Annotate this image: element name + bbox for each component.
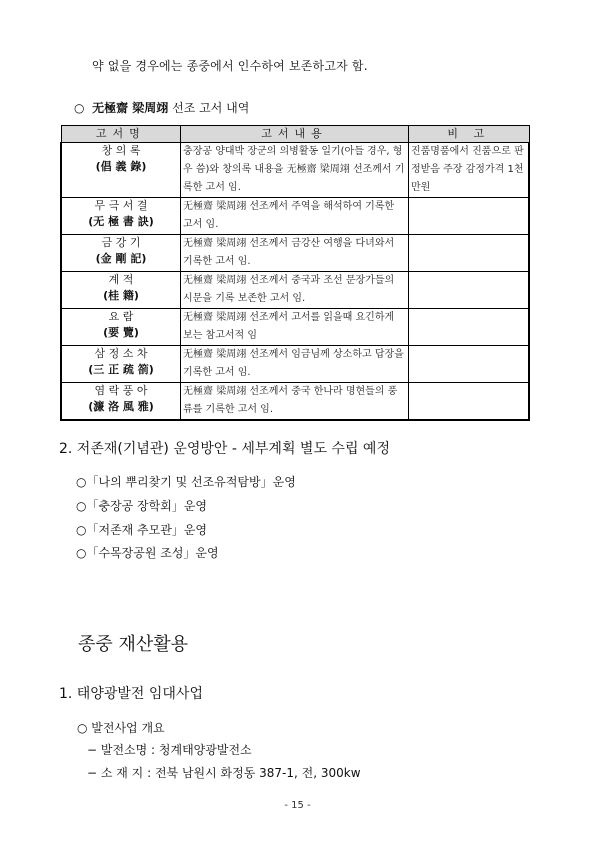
book-name: 요 람 [108,310,134,323]
detail-line: − 소 재 지 : 전북 남원시 화정동 387-1, 전, 300kw [87,766,361,780]
section-1-title: 1. 태양광발전 임대사업 [59,686,203,702]
book-name: 창 의 록 [101,144,141,157]
header-book-name: 고서명 [61,126,181,143]
header-book-content: 고서내용 [181,126,409,143]
table-row [61,143,529,198]
book-content: 无極齋 梁周翊 선조께서 고서를 읽을때 요긴하게 보는 참고서적 임 [181,309,409,346]
book-name-hanja: (濂 洛 風 雅) [88,400,154,413]
old-books-table [60,125,530,421]
book-name-hanja: (金 剛 記) [95,252,147,265]
book-note [408,272,529,309]
book-name-cell [61,235,181,272]
table-row [61,272,529,309]
table-row [61,198,529,235]
book-name: 무 극 서 결 [94,199,148,212]
table-section-heading [74,99,249,116]
book-note [408,309,529,346]
page-title: 종중 재산활용 [78,634,189,655]
book-note: 진품명품에서 진품으로 판정받음 주장 감정가격 1천만원 [408,143,529,198]
book-content: 无極齋 梁周翊 선조께서 주역을 해석하여 기록한 고서 임. [181,198,409,235]
book-name-cell [61,272,181,309]
book-content: 无極齋 梁周翊 선조께서 금강산 여행을 다녀와서 기록한 고서 임. [181,235,409,272]
book-note [408,383,529,421]
page-number: - 15 - [284,800,311,811]
intro-line: 약 없을 경우에는 종중에서 인수하여 보존하고자 함. [92,59,368,73]
book-name-hanja: (桂 籍) [103,289,139,302]
section-2-title: 2. 저존재(기념관) 운영방안 - 세부계획 별도 수립 예정 [59,441,390,457]
list-item: ○「수목장공원 조성」운영 [76,546,219,560]
book-name: 삼 정 소 차 [94,347,148,360]
book-content: 无極齋 梁周翊 선조께서 중국과 조선 문장가들의 시문을 기록 보존한 고서 임. [181,272,409,309]
heading-bold-part: 无極齋 梁周翊 [92,101,169,115]
heading-rest: 선조 고서 내역 [172,101,250,115]
table-row [61,346,529,383]
book-name: 금 강 기 [101,236,141,249]
book-note [408,346,529,383]
book-name-hanja: (要 覽) [103,326,139,339]
overview-item: ○ 발전사업 개요 [77,721,165,735]
book-name-cell [61,309,181,346]
book-content: 충장공 양대박 장군의 의병활동 일기(아들 경우, 형우 씀)와 창의록 내용을 无極齋 梁周翊 선조께서 기록한 고서 임. [181,143,409,198]
table-row [61,235,529,272]
table-row [61,383,529,421]
header-note: 비 고 [408,126,529,143]
book-name-cell [61,383,181,421]
book-content: 无極齋 梁周翊 선조께서 임금님께 상소하고 답장을 기록한 고서 임. [181,346,409,383]
table-row [61,309,529,346]
book-note [408,235,529,272]
book-name: 계 적 [108,273,134,286]
book-name-cell [61,346,181,383]
book-name: 염 락 풍 아 [94,384,148,397]
book-name-cell [61,143,181,198]
book-content: 无極齋 梁周翊 선조께서 중국 한나라 명현들의 풍류를 기록한 고서 임. [181,383,409,421]
book-name-hanja: (三 正 疏 箚) [88,363,154,376]
book-name-cell [61,198,181,235]
circle-bullet-icon: ○ [74,101,85,115]
list-item: ○「저존재 추모관」운영 [76,523,208,537]
book-name-hanja: (倡 義 錄) [95,160,147,173]
book-name-hanja: (无 極 書 訣) [88,215,154,228]
table-header-row [61,126,529,143]
list-item: ○「나의 뿌리찾기 및 선조유적탐방」운영 [76,475,296,489]
detail-line: − 발전소명 : 청계태양광발전소 [87,743,252,757]
book-note [408,198,529,235]
list-item: ○「충장공 장학회」운영 [76,499,208,513]
